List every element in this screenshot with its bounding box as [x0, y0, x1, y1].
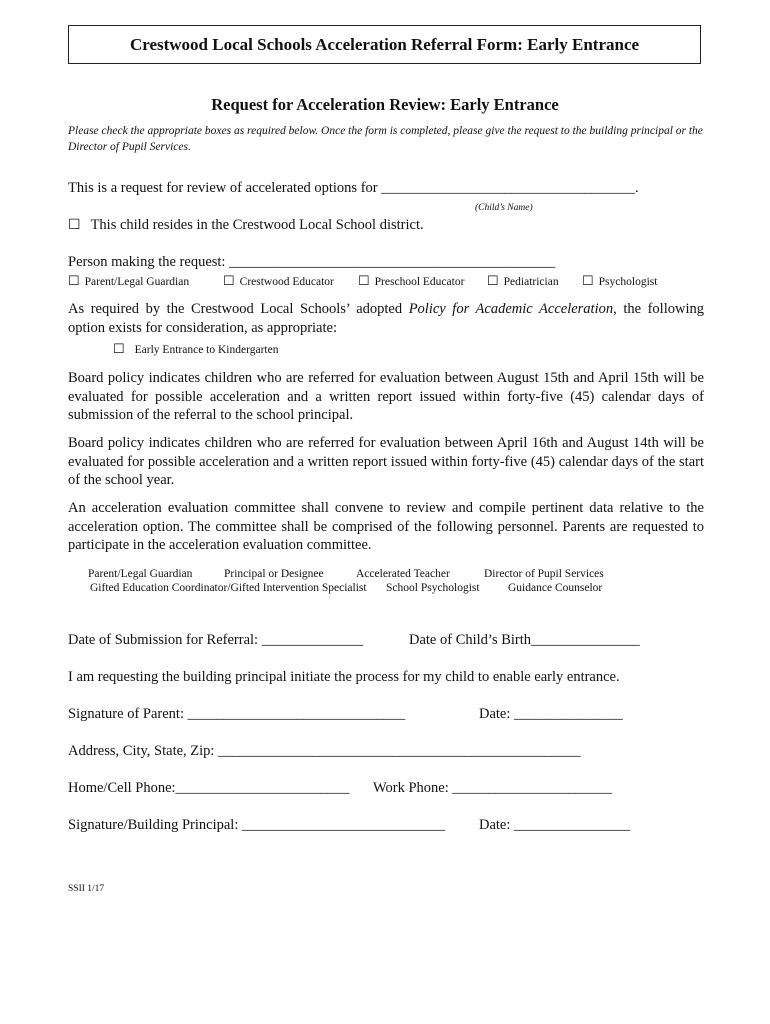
resides-checkbox[interactable]: ☐ — [68, 218, 81, 233]
early-entrance-row — [113, 341, 278, 357]
resides-row — [68, 217, 424, 234]
child-name-caption: (Child’s Name) — [475, 203, 533, 213]
person-making-request: Person making the request: _____________________________________________ — [68, 254, 556, 270]
option-psychologist[interactable]: ☐ Psychologist — [582, 273, 658, 288]
work-phone-field[interactable]: Work Phone: ______________________ — [373, 780, 612, 796]
checkbox-pediatrician[interactable]: ☐ — [487, 273, 499, 288]
committee-member: Principal or Designee — [224, 568, 324, 580]
address-field[interactable]: Address, City, State, Zip: __________________________________________________ — [68, 743, 581, 759]
checkbox-psychologist[interactable]: ☐ — [582, 273, 594, 288]
early-entrance-label: Early Entrance to Kindergarten — [134, 344, 279, 356]
page-subtitle: Request for Acceleration Review: Early Entrance — [211, 95, 559, 114]
date-birth-field[interactable]: Date of Child’s Birth_______________ — [409, 632, 640, 648]
committee-row-2 — [90, 582, 602, 594]
resides-label: This child resides in the Crestwood Local School district. — [90, 217, 424, 233]
date-submission-field[interactable]: Date of Submission for Referral: ______________ — [68, 632, 364, 648]
committee-row-1 — [88, 568, 604, 580]
board-policy-paragraph-1: Board policy indicates children who are referred for evaluation between August 15th and April 15th will be evaluated for possible acceleration and a written report issued within forty-five (45) calendar days of submission of the referral to the school principal. — [68, 370, 704, 423]
checkbox-preschool-educator[interactable]: ☐ — [358, 273, 370, 288]
committee-member: School Psychologist — [386, 582, 480, 594]
committee-member: Accelerated Teacher — [356, 568, 450, 580]
signature-parent-date-field[interactable]: Date: _______________ — [479, 706, 623, 722]
board-policy-paragraph-2: Board policy indicates children who are referred for evaluation between April 16th and August 14th will be evaluated for possible acceleration and a written report issued within forty-five (45) calendar days of the start of the school year. — [68, 435, 704, 488]
committee-member: Guidance Counselor — [508, 582, 603, 594]
committee-member: Gifted Education Coordinator/Gifted Intervention Specialist — [90, 582, 367, 594]
signature-principal-field[interactable]: Signature/Building Principal: ____________________________ — [68, 817, 445, 833]
policy-name: Policy for Academic Acceleration — [408, 301, 614, 317]
form-code: SSII 1/17 — [68, 884, 105, 894]
option-parent-guardian[interactable]: ☐ Parent/Legal Guardian — [68, 273, 190, 288]
committee-member: Parent/Legal Guardian — [88, 568, 193, 580]
signature-parent-field[interactable]: Signature of Parent: ______________________________ — [68, 706, 406, 722]
checkbox-crestwood-educator[interactable]: ☐ — [223, 273, 235, 288]
committee-paragraph: An acceleration evaluation committee shall convene to review and compile pertinent data relative to the acceleration option. The committee shall be comprised of the following personnel. Parents are requested to participate in the acceleration evaluation committee. — [68, 500, 704, 553]
home-phone-field[interactable]: Home/Cell Phone:________________________ — [68, 780, 350, 796]
option-pediatrician[interactable]: ☐ Pediatrician — [487, 273, 559, 288]
form-title: Crestwood Local Schools Acceleration Referral Form: Early Entrance — [68, 25, 701, 64]
requester-options-row — [68, 273, 657, 289]
option-crestwood-educator[interactable]: ☐ Crestwood Educator — [223, 273, 334, 288]
signature-principal-date-field[interactable]: Date: ________________ — [479, 817, 631, 833]
checkbox-parent-guardian[interactable]: ☐ — [68, 273, 80, 288]
early-entrance-checkbox[interactable]: ☐ — [113, 341, 125, 356]
request-line: This is a request for review of accelerated options for ___________________________________. — [68, 180, 639, 196]
policy-paragraph: As required by the Crestwood Local Schools’ adopted Policy for Academic Acceleration, the following option exists for consideration, as appropriate: — [68, 301, 704, 336]
instructions-text: Please check the appropriate boxes as required below. Once the form is completed, please give the request to the building principal or the Director of Pupil Services. — [68, 125, 703, 153]
committee-member: Director of Pupil Services — [484, 568, 604, 580]
requesting-statement: I am requesting the building principal initiate the process for my child to enable early entrance. — [68, 669, 620, 685]
option-preschool-educator[interactable]: ☐ Preschool Educator — [358, 273, 465, 288]
